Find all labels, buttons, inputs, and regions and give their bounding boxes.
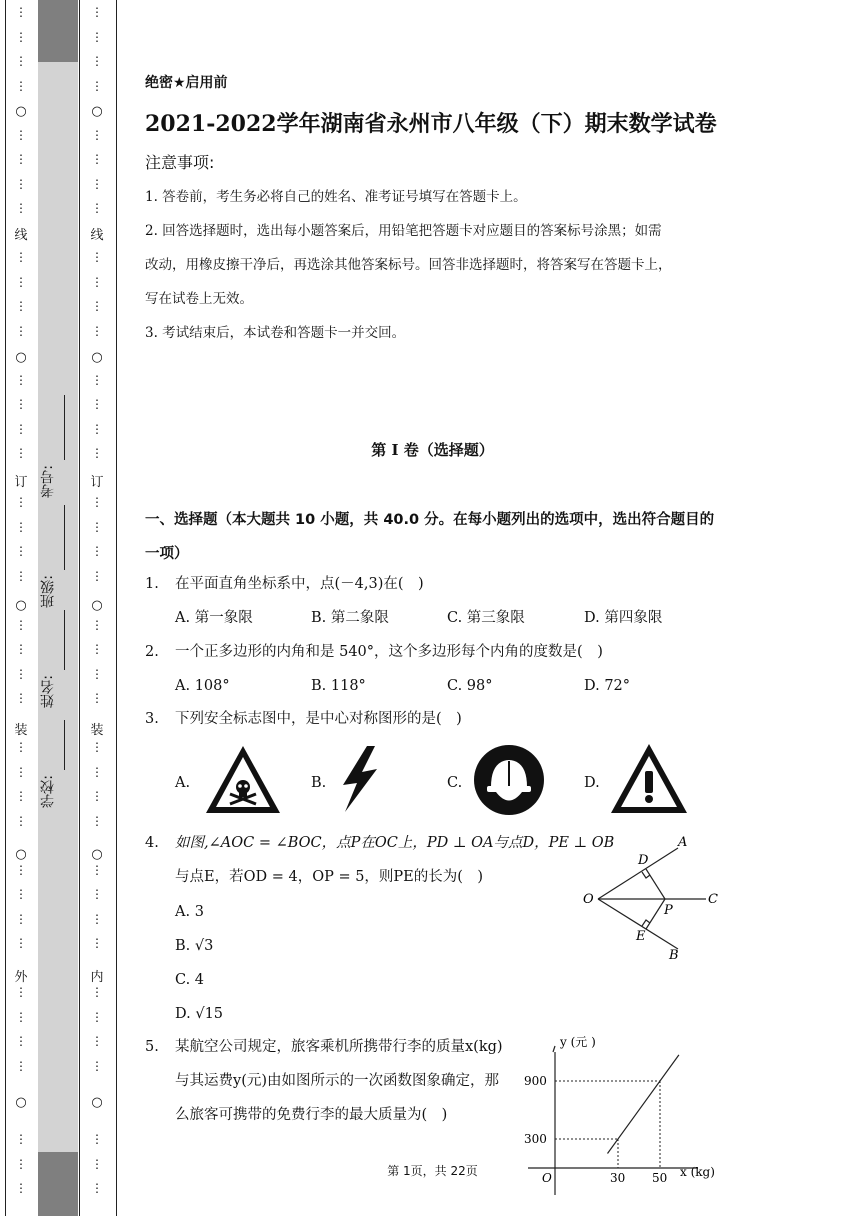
- seal-dot: ⋮: [15, 887, 27, 901]
- question-number: 3.: [145, 711, 159, 727]
- seal-dot: ⋮: [15, 299, 27, 313]
- section-title: 第 I 卷（选择题）: [371, 441, 494, 459]
- seal-marker: ○: [15, 350, 27, 365]
- seal-dot: ⋮: [91, 78, 103, 93]
- class-label: 班级:: [40, 575, 56, 608]
- seal-dot: ⋮: [15, 1181, 27, 1195]
- seal-dot: ⋮: [91, 54, 103, 68]
- part-heading: [145, 503, 720, 571]
- seal-marker: 装: [90, 723, 104, 738]
- seal-dot: ⋮: [91, 421, 103, 436]
- seal-dot: ⋮: [15, 666, 27, 681]
- label-d: D: [638, 853, 649, 868]
- q4-option-a: A. 3: [175, 904, 204, 920]
- seal-dot: ⋮: [15, 78, 27, 93]
- page-footer: 第 1页，共 22页: [387, 1164, 478, 1178]
- seal-marker: 订: [90, 475, 104, 490]
- secret-label: 绝密★启用前: [145, 75, 228, 91]
- part-heading-line: 一项）: [145, 546, 189, 562]
- seal-dot: ⋮: [91, 250, 103, 264]
- seal-dot: ⋮: [91, 887, 103, 901]
- part-heading-line: 一、选择题（本大题共 10 小题，共 40.0 分。在每小题列出的选项中，选出符合题目的: [145, 512, 715, 528]
- seal-dot: ⋮: [91, 985, 103, 999]
- seal-marker: ○: [15, 598, 27, 613]
- seal-dot: ⋮: [91, 911, 103, 926]
- seal-dot: ⋮: [91, 862, 103, 877]
- x-axis-label: x (kg): [680, 1165, 715, 1179]
- seal-dot: ⋮: [91, 666, 103, 681]
- seal-dot: ⋮: [91, 397, 103, 411]
- seal-dot: ⋮: [15, 152, 27, 166]
- seal-dot: ⋮: [15, 29, 27, 44]
- seal-dot: ⋮: [15, 397, 27, 411]
- question-number: 1.: [145, 576, 159, 592]
- seal-dot: ⋮: [15, 519, 27, 534]
- seal-dot: ⋮: [91, 29, 103, 44]
- label-c: C: [708, 892, 718, 907]
- seal-dot: ⋮: [15, 495, 27, 509]
- seal-marker: 线: [90, 228, 104, 243]
- seal-dot: ⋮: [91, 1058, 103, 1073]
- seal-marker: ○: [15, 104, 27, 119]
- seal-dot: ⋮: [15, 201, 27, 215]
- y-axis-arrow: [553, 1046, 555, 1052]
- y-tick-label: 900: [524, 1073, 547, 1088]
- seal-marker: 线: [14, 228, 28, 243]
- seal-marker: 订: [14, 475, 28, 490]
- seal-dot: ⋮: [15, 544, 27, 558]
- safety-helmet-sign: [472, 743, 546, 817]
- seal-dot: ⋮: [15, 985, 27, 999]
- outer-seal-line: [5, 0, 37, 1216]
- question-3: [145, 702, 462, 736]
- notice-title: 注意事项:: [145, 153, 215, 172]
- seal-dot: ⋮: [15, 250, 27, 264]
- question-number: 4.: [145, 835, 159, 851]
- inner-seal-line: [81, 0, 113, 1216]
- seal-dot: ⋮: [15, 911, 27, 926]
- seal-dot: ⋮: [15, 936, 27, 950]
- question-5: [145, 1030, 503, 1064]
- binding-dark-block-top: [38, 0, 78, 62]
- seal-dot: ⋮: [91, 1181, 103, 1195]
- seal-dot: ⋮: [91, 764, 103, 779]
- q1-option-c: C. 第三象限: [447, 610, 525, 626]
- seal-dot: ⋮: [91, 789, 103, 803]
- seal-dot: ⋮: [15, 1034, 27, 1048]
- seal-dot: ⋮: [91, 642, 103, 656]
- question-4-continued: 与点E，若OD = 4，OP = 5，则PE的长为( ): [175, 869, 484, 885]
- seal-dot: ⋮: [91, 372, 103, 387]
- seal-dot: ⋮: [15, 176, 27, 191]
- seal-marker: 内: [90, 970, 104, 985]
- q2-option-a: A. 108°: [175, 678, 230, 694]
- label-o: O: [583, 892, 594, 907]
- x-tick-label: 50: [652, 1171, 668, 1185]
- seal-dot: ⋮: [15, 1058, 27, 1073]
- seal-dot: ⋮: [91, 936, 103, 950]
- q2-option-c: C. 98°: [447, 678, 493, 694]
- question-text: 一个正多边形的内角和是 540°，这个多边形每个内角的度数是( ): [175, 644, 603, 660]
- student-info-fields: [38, 380, 78, 840]
- seal-dot: ⋮: [15, 372, 27, 387]
- notice-line: 写在试卷上无效。: [145, 291, 253, 307]
- seal-dot: ⋮: [91, 446, 103, 460]
- seal-dot: ⋮: [15, 446, 27, 460]
- seal-dot: ⋮: [15, 274, 27, 289]
- question-5-continued: 么旅客可携带的免费行李的最大质量为( ): [175, 1107, 448, 1123]
- q3-option-a: A.: [175, 775, 191, 791]
- exam-no-blank: [64, 395, 65, 460]
- notice-line: 3. 考试结束后，本试卷和答题卡一并交回。: [145, 325, 406, 341]
- seal-dot: ⋮: [91, 299, 103, 313]
- seal-dot: ⋮: [91, 1034, 103, 1048]
- question-1: [145, 567, 424, 601]
- question-text: 下列安全标志图中，是中心对称图形的是( ): [175, 711, 462, 727]
- seal-marker: ○: [15, 1095, 27, 1110]
- seal-marker: 装: [14, 723, 28, 738]
- q4-option-b: B. √3: [175, 938, 214, 954]
- name-blank: [64, 610, 65, 670]
- school-label: 学校:: [40, 775, 56, 808]
- page-title: 2021-2022学年湖南省永州市八年级（下）期末数学试卷: [145, 111, 717, 137]
- class-blank: [64, 505, 65, 570]
- label-p: P: [664, 903, 673, 918]
- seal-dot: ⋮: [91, 127, 103, 142]
- q1-option-b: B. 第二象限: [311, 610, 389, 626]
- q1-option-a: A. 第一象限: [175, 610, 253, 626]
- seal-dot: ⋮: [91, 1156, 103, 1171]
- seal-dot: ⋮: [15, 862, 27, 877]
- seal-dot: ⋮: [91, 568, 103, 583]
- seal-dot: ⋮: [15, 789, 27, 803]
- seal-dot: ⋮: [15, 5, 27, 19]
- seal-dot: ⋮: [15, 1132, 27, 1146]
- origin-label: O: [542, 1171, 552, 1185]
- angle-bisector-figure: [578, 832, 723, 964]
- seal-dot: ⋮: [91, 519, 103, 534]
- seal-dot: ⋮: [91, 201, 103, 215]
- seal-marker: ○: [91, 847, 103, 862]
- q2-option-d: D. 72°: [584, 678, 631, 694]
- seal-dot: ⋮: [15, 127, 27, 142]
- notice-line: 2. 回答选择题时，选出每小题答案后，用铅笔把答题卡对应题目的答案标号涂黑；如需: [145, 223, 662, 239]
- seal-dot: ⋮: [91, 1132, 103, 1146]
- question-number: 5.: [145, 1039, 159, 1055]
- binding-dark-block-bottom: [38, 1152, 78, 1216]
- question-text: 某航空公司规定，旅客乘机所携带行李的质量x(kg): [175, 1039, 503, 1055]
- seal-dot: ⋮: [91, 495, 103, 509]
- label-e: E: [636, 929, 646, 944]
- q3-option-b: B.: [311, 775, 327, 791]
- seal-dot: ⋮: [15, 740, 27, 754]
- notice-line: 改动，用橡皮擦干净后，再选涂其他答案标号。回答非选择题时，将答案写在答题卡上，: [145, 257, 672, 273]
- seal-dot: ⋮: [15, 421, 27, 436]
- seal-dot: ⋮: [91, 691, 103, 705]
- seal-dot: ⋮: [15, 617, 27, 632]
- electric-shock-sign: [335, 743, 383, 815]
- seal-dot: ⋮: [91, 152, 103, 166]
- toxic-warning-sign: [203, 743, 283, 817]
- seal-marker: ○: [91, 104, 103, 119]
- seal-dot: ⋮: [15, 1156, 27, 1171]
- q4-option-d: D. √15: [175, 1006, 224, 1022]
- question-4: [145, 826, 614, 860]
- freight-cost-chart: [520, 1030, 725, 1200]
- seal-dot: ⋮: [15, 691, 27, 705]
- series-line: [608, 1055, 679, 1154]
- school-blank: [64, 720, 65, 770]
- question-text: 在平面直角坐标系中，点(－4,3)在( ): [175, 576, 424, 592]
- seal-dot: ⋮: [15, 323, 27, 338]
- seal-dot: ⋮: [15, 813, 27, 828]
- q3-option-d: D.: [584, 775, 600, 791]
- x-tick-label: 30: [610, 1171, 626, 1185]
- q1-option-d: D. 第四象限: [584, 610, 663, 626]
- seal-dot: ⋮: [91, 813, 103, 828]
- seal-dot: ⋮: [91, 176, 103, 191]
- question-2: [145, 635, 603, 669]
- seal-dot: ⋮: [91, 323, 103, 338]
- q2-option-b: B. 118°: [311, 678, 366, 694]
- y-tick-label: 300: [524, 1131, 547, 1146]
- label-a: A: [678, 835, 688, 850]
- seal-marker: ○: [91, 598, 103, 613]
- caution-exclamation-sign: [608, 741, 690, 817]
- exam-no-label: 考号:: [40, 465, 56, 498]
- seal-dot: ⋮: [15, 568, 27, 583]
- q4-option-c: C. 4: [175, 972, 205, 988]
- seal-marker: ○: [91, 350, 103, 365]
- seal-marker: ○: [15, 847, 27, 862]
- seal-dot: ⋮: [15, 764, 27, 779]
- seal-marker: 外: [14, 970, 28, 985]
- seal-dot: ⋮: [91, 274, 103, 289]
- seal-dot: ⋮: [91, 740, 103, 754]
- seal-dot: ⋮: [91, 544, 103, 558]
- seal-dot: ⋮: [91, 5, 103, 19]
- seal-dot: ⋮: [15, 642, 27, 656]
- y-axis-label: y (元 ): [560, 1035, 596, 1049]
- question-text: 如图,∠AOC = ∠BOC，点P在OC上，PD ⊥ OA与点D，PE ⊥ OB: [175, 835, 615, 851]
- name-label: 姓名:: [40, 675, 56, 708]
- seal-dot: ⋮: [15, 54, 27, 68]
- question-number: 2.: [145, 644, 159, 660]
- seal-dot: ⋮: [91, 617, 103, 632]
- notice-line: 1. 答卷前，考生务必将自己的姓名、准考证号填写在答题卡上。: [145, 189, 527, 205]
- seal-dot: ⋮: [15, 1009, 27, 1024]
- label-b: B: [669, 948, 679, 963]
- seal-marker: ○: [91, 1095, 103, 1110]
- q3-option-c: C.: [447, 775, 463, 791]
- question-5-continued: 与其运费y(元)由如图所示的一次函数图象确定，那: [175, 1073, 500, 1089]
- seal-dot: ⋮: [91, 1009, 103, 1024]
